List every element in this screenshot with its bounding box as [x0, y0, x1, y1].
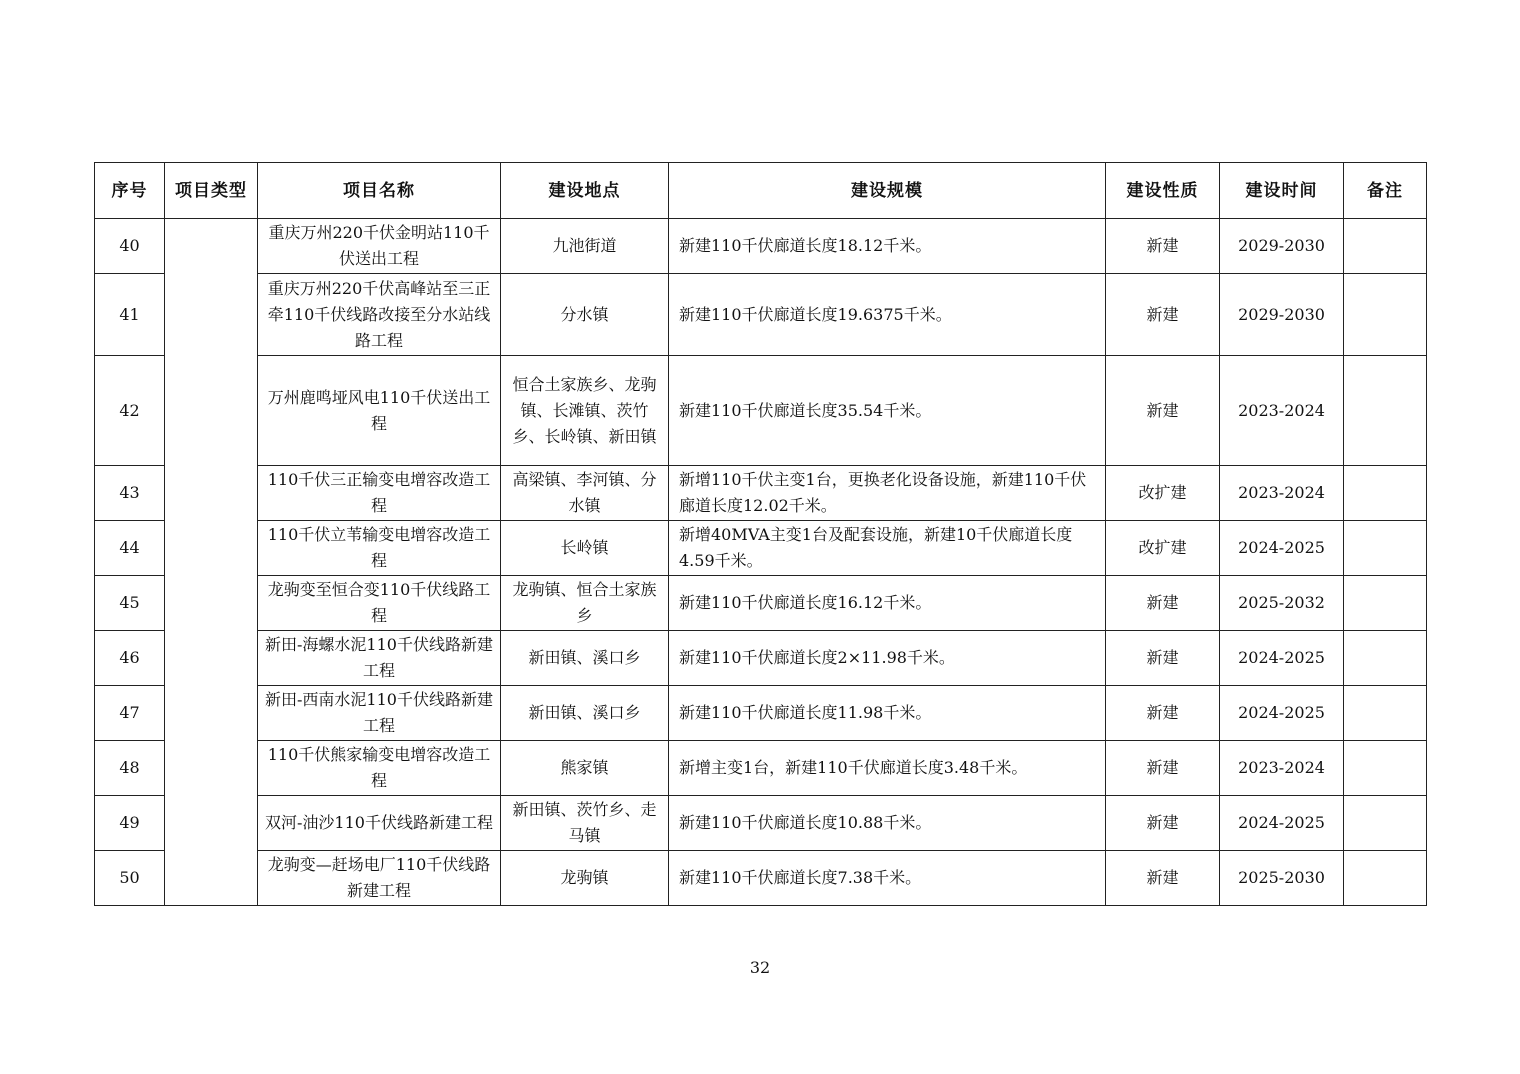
- cell-serial: 50: [95, 851, 165, 906]
- cell-name: 万州鹿鸣垭风电110千伏送出工程: [258, 356, 501, 466]
- cell-note: [1344, 356, 1427, 466]
- cell-nature: 新建: [1106, 631, 1220, 686]
- cell-serial: 49: [95, 796, 165, 851]
- cell-location: 高梁镇、李河镇、分水镇: [501, 466, 669, 521]
- cell-name: 重庆万州220千伏金明站110千伏送出工程: [258, 219, 501, 274]
- table-row: [95, 521, 1427, 576]
- cell-nature: 新建: [1106, 686, 1220, 741]
- header-type: 项目类型: [165, 163, 258, 219]
- cell-nature: 新建: [1106, 576, 1220, 631]
- cell-scale: 新增40MVA主变1台及配套设施，新建10千伏廊道长度4.59千米。: [669, 521, 1106, 576]
- cell-note: [1344, 741, 1427, 796]
- cell-note: [1344, 686, 1427, 741]
- cell-location: 九池街道: [501, 219, 669, 274]
- cell-serial: 41: [95, 274, 165, 356]
- cell-name: 重庆万州220千伏高峰站至三正牵110千伏线路改接至分水站线路工程: [258, 274, 501, 356]
- cell-location: 熊家镇: [501, 741, 669, 796]
- cell-name: 110千伏三正输变电增容改造工程: [258, 466, 501, 521]
- table-row: [95, 466, 1427, 521]
- cell-note: [1344, 796, 1427, 851]
- table-row: [95, 851, 1427, 906]
- cell-serial: 42: [95, 356, 165, 466]
- cell-location: 新田镇、溪口乡: [501, 686, 669, 741]
- cell-time: 2025-2030: [1220, 851, 1344, 906]
- cell-nature: 新建: [1106, 796, 1220, 851]
- cell-location: 龙驹镇: [501, 851, 669, 906]
- cell-location: 恒合土家族乡、龙驹镇、长滩镇、茨竹乡、长岭镇、新田镇: [501, 356, 669, 466]
- header-location: 建设地点: [501, 163, 669, 219]
- cell-note: [1344, 219, 1427, 274]
- cell-name: 新田-海螺水泥110千伏线路新建工程: [258, 631, 501, 686]
- cell-scale: 新建110千伏廊道长度7.38千米。: [669, 851, 1106, 906]
- cell-note: [1344, 851, 1427, 906]
- cell-serial: 44: [95, 521, 165, 576]
- cell-serial: 40: [95, 219, 165, 274]
- cell-nature: 新建: [1106, 274, 1220, 356]
- cell-type-merged: [165, 219, 258, 906]
- table-row: [95, 219, 1427, 274]
- cell-nature: 新建: [1106, 851, 1220, 906]
- page-number: 32: [749, 958, 771, 977]
- header-name: 项目名称: [258, 163, 501, 219]
- cell-note: [1344, 631, 1427, 686]
- cell-time: 2023-2024: [1220, 356, 1344, 466]
- cell-time: 2024-2025: [1220, 521, 1344, 576]
- cell-scale: 新建110千伏廊道长度16.12千米。: [669, 576, 1106, 631]
- cell-scale: 新增主变1台，新建110千伏廊道长度3.48千米。: [669, 741, 1106, 796]
- cell-scale: 新建110千伏廊道长度35.54千米。: [669, 356, 1106, 466]
- cell-scale: 新建110千伏廊道长度18.12千米。: [669, 219, 1106, 274]
- cell-scale: 新增110千伏主变1台，更换老化设备设施，新建110千伏廊道长度12.02千米。: [669, 466, 1106, 521]
- cell-name: 110千伏立苇输变电增容改造工程: [258, 521, 501, 576]
- cell-time: 2023-2024: [1220, 741, 1344, 796]
- header-time: 建设时间: [1220, 163, 1344, 219]
- cell-time: 2024-2025: [1220, 631, 1344, 686]
- cell-location: 新田镇、茨竹乡、走马镇: [501, 796, 669, 851]
- cell-name: 双河-油沙110千伏线路新建工程: [258, 796, 501, 851]
- cell-scale: 新建110千伏廊道长度11.98千米。: [669, 686, 1106, 741]
- cell-time: 2029-2030: [1220, 219, 1344, 274]
- header-serial: 序号: [95, 163, 165, 219]
- cell-serial: 43: [95, 466, 165, 521]
- cell-note: [1344, 466, 1427, 521]
- table-row: [95, 796, 1427, 851]
- cell-serial: 45: [95, 576, 165, 631]
- header-scale: 建设规模: [669, 163, 1106, 219]
- cell-name: 新田-西南水泥110千伏线路新建工程: [258, 686, 501, 741]
- cell-time: 2024-2025: [1220, 796, 1344, 851]
- table-row: [95, 356, 1427, 466]
- header-nature: 建设性质: [1106, 163, 1220, 219]
- cell-note: [1344, 274, 1427, 356]
- cell-serial: 48: [95, 741, 165, 796]
- cell-serial: 47: [95, 686, 165, 741]
- cell-nature: 改扩建: [1106, 466, 1220, 521]
- table-row: [95, 741, 1427, 796]
- cell-nature: 新建: [1106, 219, 1220, 274]
- table-header-row: [95, 163, 1427, 219]
- cell-serial: 46: [95, 631, 165, 686]
- table-row: [95, 576, 1427, 631]
- cell-time: 2023-2024: [1220, 466, 1344, 521]
- cell-name: 龙驹变—赶场电厂110千伏线路新建工程: [258, 851, 501, 906]
- table-row: [95, 274, 1427, 356]
- cell-time: 2025-2032: [1220, 576, 1344, 631]
- cell-location: 长岭镇: [501, 521, 669, 576]
- header-note: 备注: [1344, 163, 1427, 219]
- cell-scale: 新建110千伏廊道长度19.6375千米。: [669, 274, 1106, 356]
- cell-time: 2024-2025: [1220, 686, 1344, 741]
- cell-location: 分水镇: [501, 274, 669, 356]
- table-row: [95, 686, 1427, 741]
- cell-note: [1344, 576, 1427, 631]
- cell-nature: 新建: [1106, 741, 1220, 796]
- cell-location: 龙驹镇、恒合土家族乡: [501, 576, 669, 631]
- cell-nature: 改扩建: [1106, 521, 1220, 576]
- cell-name: 龙驹变至恒合变110千伏线路工程: [258, 576, 501, 631]
- cell-scale: 新建110千伏廊道长度10.88千米。: [669, 796, 1106, 851]
- cell-time: 2029-2030: [1220, 274, 1344, 356]
- cell-nature: 新建: [1106, 356, 1220, 466]
- cell-location: 新田镇、溪口乡: [501, 631, 669, 686]
- project-table: [94, 162, 1427, 906]
- cell-note: [1344, 521, 1427, 576]
- cell-name: 110千伏熊家输变电增容改造工程: [258, 741, 501, 796]
- cell-scale: 新建110千伏廊道长度2×11.98千米。: [669, 631, 1106, 686]
- table-row: [95, 631, 1427, 686]
